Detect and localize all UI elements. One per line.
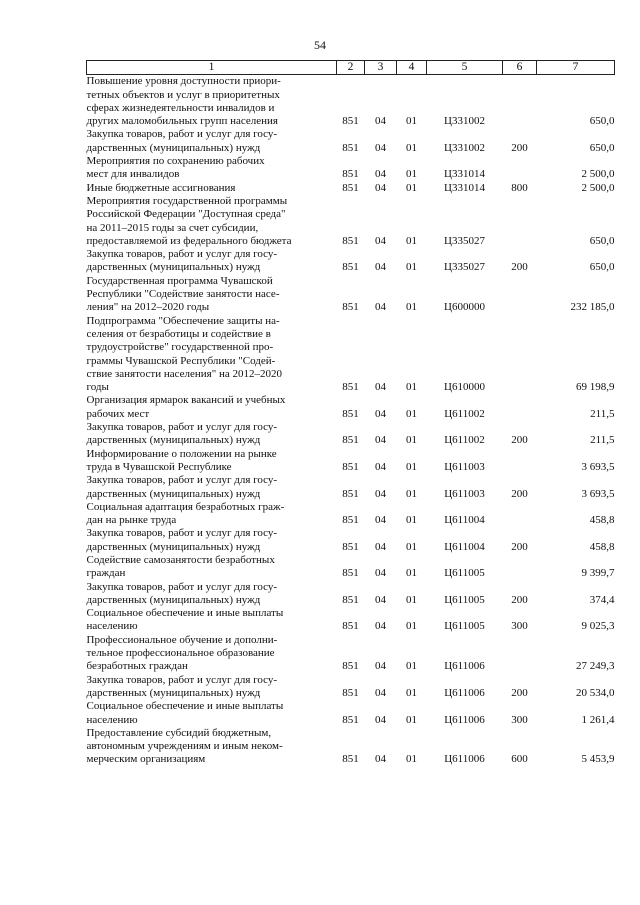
row-code-subsection: 01 bbox=[406, 460, 417, 473]
row-code-target: Ц611005 bbox=[444, 567, 485, 580]
row-code-target: Ц331014 bbox=[444, 181, 485, 194]
table-row bbox=[87, 195, 615, 248]
row-code-expense-type: 300 bbox=[511, 620, 528, 633]
row-amount: 650,0 bbox=[589, 115, 615, 128]
row-description: Закупка товаров, работ и услуг для госу- дарственных (муниципальных) нужд bbox=[86, 673, 278, 699]
row-amount: 2 500,0 bbox=[581, 181, 615, 194]
row-code-target: Ц331014 bbox=[444, 168, 485, 181]
row-amount: 27 249,3 bbox=[576, 660, 615, 673]
table-row bbox=[87, 727, 615, 767]
row-code-ministry: 851 bbox=[342, 593, 359, 606]
row-code-ministry: 851 bbox=[342, 168, 359, 181]
row-code-expense-type: 200 bbox=[511, 434, 528, 447]
table-row bbox=[87, 581, 615, 608]
row-code-subsection: 01 bbox=[406, 514, 417, 527]
row-code-ministry: 851 bbox=[342, 301, 359, 314]
row-code-target: Ц611005 bbox=[444, 620, 485, 633]
row-code-target: Ц611003 bbox=[444, 460, 485, 473]
row-code-expense-type bbox=[503, 394, 537, 421]
row-amount: 5 453,9 bbox=[581, 753, 615, 766]
row-description: Мероприятия по сохранению рабочих мест для инвалидов bbox=[86, 155, 265, 181]
row-code-target: Ц335027 bbox=[444, 234, 485, 247]
row-amount: 3 693,5 bbox=[581, 460, 615, 473]
row-code-expense-type bbox=[503, 195, 537, 248]
row-code-expense-type: 200 bbox=[511, 487, 528, 500]
table-row bbox=[87, 634, 615, 674]
row-code-target: Ц331002 bbox=[444, 115, 485, 128]
row-code-subsection: 01 bbox=[406, 381, 417, 394]
column-header-5: 5 bbox=[427, 61, 503, 75]
row-code-expense-type: 200 bbox=[511, 141, 528, 154]
row-code-target: Ц611002 bbox=[444, 434, 485, 447]
row-amount: 20 534,0 bbox=[576, 686, 615, 699]
table-row bbox=[87, 75, 615, 129]
row-code-ministry: 851 bbox=[342, 381, 359, 394]
row-code-expense-type: 800 bbox=[511, 181, 528, 194]
column-header-7: 7 bbox=[537, 61, 615, 75]
row-code-expense-type: 200 bbox=[511, 593, 528, 606]
row-code-ministry: 851 bbox=[342, 141, 359, 154]
table-row bbox=[87, 554, 615, 581]
row-description: Государственная программа Чувашской Республики "Содействие занятости насе- ления" на 2012–2020 годы bbox=[86, 274, 280, 314]
row-code-section: 04 bbox=[375, 660, 386, 673]
row-description: Закупка товаров, работ и услуг для госу- дарственных (муниципальных) нужд bbox=[86, 128, 278, 154]
row-code-section: 04 bbox=[375, 181, 386, 194]
row-code-target: Ц611002 bbox=[444, 407, 485, 420]
table-row bbox=[87, 607, 615, 634]
column-header-6: 6 bbox=[503, 61, 537, 75]
row-description: Организация ярмарок вакансий и учебных рабочих мест bbox=[86, 394, 286, 420]
row-code-ministry: 851 bbox=[342, 181, 359, 194]
row-code-section: 04 bbox=[375, 381, 386, 394]
table-row bbox=[87, 501, 615, 528]
row-description: Повышение уровня доступности приори- тетных объектов и услуг в приоритетных сферах жизнедеятельности инвалидов и других маломобильных групп населения bbox=[86, 75, 281, 128]
row-amount: 9 025,3 bbox=[581, 620, 615, 633]
row-code-section: 04 bbox=[375, 487, 386, 500]
row-code-subsection: 01 bbox=[406, 115, 417, 128]
row-code-ministry: 851 bbox=[342, 407, 359, 420]
row-code-subsection: 01 bbox=[406, 407, 417, 420]
table-row bbox=[87, 394, 615, 421]
row-description: Предоставление субсидий бюджетным, автономным учреждениям и иным неком- мерческим организациям bbox=[86, 726, 283, 766]
row-code-target: Ц331002 bbox=[444, 141, 485, 154]
row-code-expense-type: 200 bbox=[511, 540, 528, 553]
row-code-subsection: 01 bbox=[406, 487, 417, 500]
row-amount: 458,8 bbox=[589, 514, 615, 527]
row-code-ministry: 851 bbox=[342, 540, 359, 553]
row-code-subsection: 01 bbox=[406, 540, 417, 553]
row-code-expense-type: 600 bbox=[511, 753, 528, 766]
row-description: Закупка товаров, работ и услуг для госу- дарственных (муниципальных) нужд bbox=[86, 474, 278, 500]
row-code-expense-type bbox=[503, 634, 537, 674]
row-code-subsection: 01 bbox=[406, 713, 417, 726]
row-code-expense-type: 200 bbox=[511, 686, 528, 699]
row-code-ministry: 851 bbox=[342, 713, 359, 726]
row-code-target: Ц610000 bbox=[444, 381, 485, 394]
row-amount: 2 500,0 bbox=[581, 168, 615, 181]
row-code-subsection: 01 bbox=[406, 261, 417, 274]
row-code-expense-type bbox=[503, 275, 537, 315]
row-code-section: 04 bbox=[375, 168, 386, 181]
row-code-target: Ц600000 bbox=[444, 301, 485, 314]
row-code-expense-type bbox=[503, 448, 537, 475]
row-description: Социальное обеспечение и иные выплаты населению bbox=[86, 700, 284, 726]
row-code-target: Ц611006 bbox=[444, 753, 485, 766]
row-code-target: Ц611006 bbox=[444, 686, 485, 699]
table-row bbox=[87, 700, 615, 727]
row-code-section: 04 bbox=[375, 713, 386, 726]
table-row bbox=[87, 182, 615, 195]
table-row bbox=[87, 448, 615, 475]
row-code-section: 04 bbox=[375, 234, 386, 247]
row-amount: 211,5 bbox=[590, 434, 615, 447]
row-description: Информирование о положении на рынке труда в Чувашской Республике bbox=[86, 447, 277, 473]
row-amount: 650,0 bbox=[589, 141, 615, 154]
page-number: 54 bbox=[314, 38, 326, 52]
table-body bbox=[87, 75, 615, 767]
row-amount: 650,0 bbox=[589, 234, 615, 247]
row-code-ministry: 851 bbox=[342, 460, 359, 473]
row-amount: 458,8 bbox=[589, 540, 615, 553]
row-description: Содействие самозанятости безработных граждан bbox=[86, 553, 275, 580]
row-code-subsection: 01 bbox=[406, 434, 417, 447]
row-code-section: 04 bbox=[375, 593, 386, 606]
row-code-target: Ц611004 bbox=[444, 540, 485, 553]
row-code-expense-type bbox=[503, 155, 537, 182]
row-code-ministry: 851 bbox=[342, 487, 359, 500]
row-code-section: 04 bbox=[375, 115, 386, 128]
row-code-section: 04 bbox=[375, 301, 386, 314]
table-row bbox=[87, 275, 615, 315]
row-description: Мероприятия государственной программы Российской Федерации "Доступная среда" на 2011–2015 годы за счет субсидии, предоставляемой из федерального бюджета bbox=[86, 194, 292, 247]
row-code-ministry: 851 bbox=[342, 434, 359, 447]
row-description: Социальная адаптация безработных граж- дан на рынке труда bbox=[86, 500, 285, 527]
row-code-subsection: 01 bbox=[406, 301, 417, 314]
header-row bbox=[87, 61, 615, 75]
budget-table bbox=[86, 60, 615, 767]
row-code-subsection: 01 bbox=[406, 593, 417, 606]
row-code-target: Ц335027 bbox=[444, 261, 485, 274]
row-code-expense-type: 200 bbox=[511, 261, 528, 274]
row-code-ministry: 851 bbox=[342, 686, 359, 699]
row-code-expense-type bbox=[503, 315, 537, 395]
row-amount: 9 399,7 bbox=[581, 567, 615, 580]
row-code-ministry: 851 bbox=[342, 620, 359, 633]
row-code-expense-type bbox=[503, 554, 537, 581]
row-code-ministry: 851 bbox=[342, 660, 359, 673]
row-code-expense-type bbox=[503, 75, 537, 129]
row-amount: 211,5 bbox=[590, 407, 615, 420]
row-code-target: Ц611003 bbox=[444, 487, 485, 500]
row-code-target: Ц611006 bbox=[444, 660, 485, 673]
row-code-section: 04 bbox=[375, 261, 386, 274]
row-code-subsection: 01 bbox=[406, 753, 417, 766]
row-code-subsection: 01 bbox=[406, 168, 417, 181]
row-code-subsection: 01 bbox=[406, 686, 417, 699]
row-code-ministry: 851 bbox=[342, 115, 359, 128]
row-code-subsection: 01 bbox=[406, 181, 417, 194]
row-code-section: 04 bbox=[375, 686, 386, 699]
table-row bbox=[87, 674, 615, 701]
row-description: Профессиональное обучение и дополни- тельное профессиональное образование безработных граждан bbox=[86, 633, 278, 673]
table-row bbox=[87, 527, 615, 554]
row-amount: 232 185,0 bbox=[570, 301, 615, 314]
row-code-target: Ц611004 bbox=[444, 514, 485, 527]
column-header-2: 2 bbox=[337, 61, 365, 75]
row-amount: 1 261,4 bbox=[581, 713, 615, 726]
row-code-ministry: 851 bbox=[342, 261, 359, 274]
row-code-section: 04 bbox=[375, 407, 386, 420]
row-code-expense-type: 300 bbox=[511, 713, 528, 726]
row-code-subsection: 01 bbox=[406, 141, 417, 154]
row-amount: 650,0 bbox=[589, 261, 615, 274]
row-description: Подпрограмма "Обеспечение защиты на- селения от безработицы и содействие в трудоустройстве" государственной про- граммы Чувашской Республики "Содей- ствие занятости населения" на 2012–2020 годы bbox=[86, 314, 282, 394]
row-description: Закупка товаров, работ и услуг для госу- дарственных (муниципальных) нужд bbox=[86, 527, 278, 553]
row-code-section: 04 bbox=[375, 567, 386, 580]
row-code-section: 04 bbox=[375, 540, 386, 553]
table-row bbox=[87, 155, 615, 182]
row-amount: 3 693,5 bbox=[581, 487, 615, 500]
row-code-section: 04 bbox=[375, 753, 386, 766]
row-code-target: Ц611006 bbox=[444, 713, 485, 726]
row-code-subsection: 01 bbox=[406, 660, 417, 673]
row-code-section: 04 bbox=[375, 620, 386, 633]
row-code-subsection: 01 bbox=[406, 567, 417, 580]
table-row bbox=[87, 474, 615, 501]
row-description: Иные бюджетные ассигнования bbox=[86, 181, 236, 194]
column-header-3: 3 bbox=[365, 61, 397, 75]
row-code-ministry: 851 bbox=[342, 234, 359, 247]
row-code-ministry: 851 bbox=[342, 514, 359, 527]
column-header-1: 1 bbox=[87, 61, 337, 75]
table-row bbox=[87, 248, 615, 275]
row-amount: 374,4 bbox=[589, 593, 615, 606]
table-row bbox=[87, 315, 615, 395]
row-code-section: 04 bbox=[375, 141, 386, 154]
row-code-section: 04 bbox=[375, 514, 386, 527]
row-code-subsection: 01 bbox=[406, 620, 417, 633]
row-code-target: Ц611005 bbox=[444, 593, 485, 606]
row-code-subsection: 01 bbox=[406, 234, 417, 247]
column-header-4: 4 bbox=[397, 61, 427, 75]
row-amount: 69 198,9 bbox=[576, 381, 615, 394]
table-row bbox=[87, 421, 615, 448]
row-code-section: 04 bbox=[375, 434, 386, 447]
row-description: Закупка товаров, работ и услуг для госу- дарственных (муниципальных) нужд bbox=[86, 580, 278, 606]
row-description: Социальное обеспечение и иные выплаты населению bbox=[86, 607, 284, 633]
row-code-section: 04 bbox=[375, 460, 386, 473]
table-row bbox=[87, 128, 615, 155]
row-code-ministry: 851 bbox=[342, 567, 359, 580]
row-code-expense-type bbox=[503, 501, 537, 528]
row-code-ministry: 851 bbox=[342, 753, 359, 766]
row-description: Закупка товаров, работ и услуг для госу- дарственных (муниципальных) нужд bbox=[86, 248, 278, 274]
row-description: Закупка товаров, работ и услуг для госу- дарственных (муниципальных) нужд bbox=[86, 421, 278, 447]
